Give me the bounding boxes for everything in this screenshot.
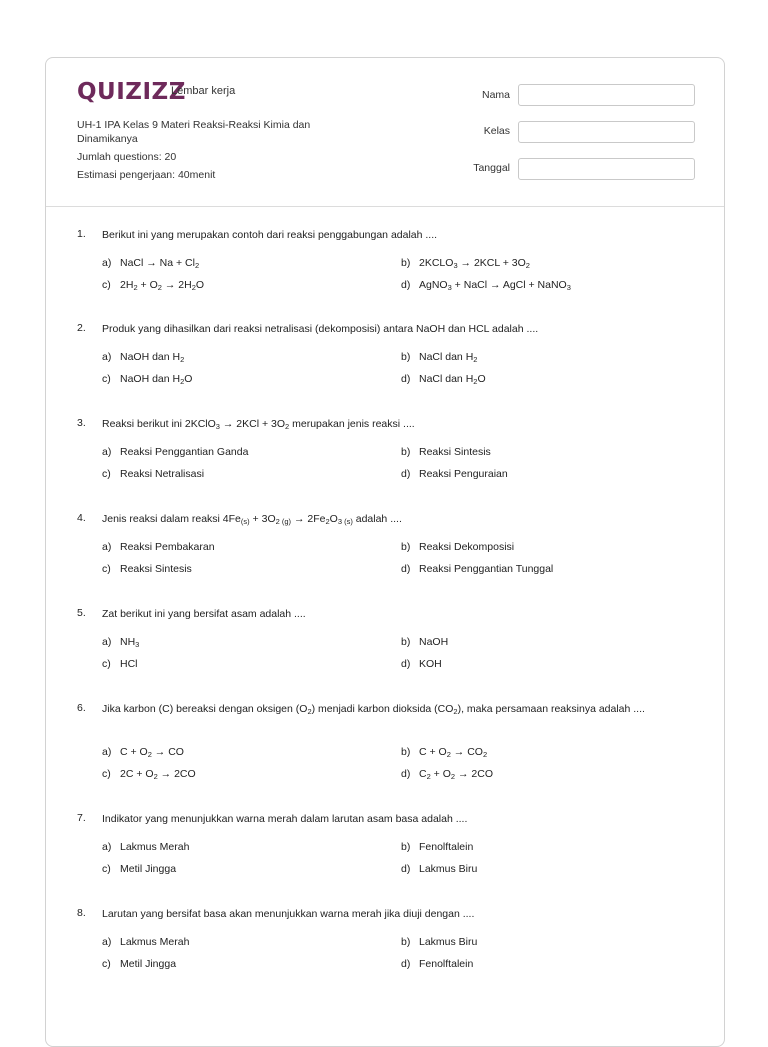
option-letter: a) (102, 541, 112, 553)
question-text: Berikut ini yang merupakan contoh dari reaksi penggabungan adalah .... (102, 229, 438, 241)
option-text: Reaksi Penggantian Ganda (120, 446, 249, 458)
option-text: Lakmus Biru (419, 863, 478, 875)
worksheet (45, 57, 725, 1047)
option-letter: b) (401, 446, 411, 458)
option-letter: d) (401, 468, 411, 480)
answer-option[interactable] (102, 257, 199, 270)
option-text: NaOH (419, 636, 449, 648)
option-text: Metil Jingga (120, 958, 177, 970)
option-letter: c) (102, 563, 111, 575)
option-text: $2H_2 + O_2 \to 2H_2O$ (120, 279, 205, 292)
option-text: NaCl dan $H_2$ (419, 351, 478, 364)
answer-option[interactable] (401, 468, 508, 480)
option-text: HCl (120, 658, 138, 670)
option-letter: a) (102, 351, 112, 363)
option-letter: c) (102, 279, 111, 291)
option-letter: b) (401, 541, 411, 553)
option-text: $2C + O_2 \to 2CO$ (120, 768, 196, 781)
option-letter: b) (401, 841, 411, 853)
option-text: Reaksi Pembakaran (120, 541, 215, 553)
question-text: Indikator yang menunjukkan warna merah dalam larutan asam basa adalah .... (102, 813, 468, 825)
option-letter: b) (401, 351, 411, 363)
answer-option[interactable] (102, 468, 204, 480)
option-letter: b) (401, 936, 411, 948)
option-letter: a) (102, 936, 112, 948)
answer-option[interactable] (401, 958, 473, 970)
answer-option[interactable] (102, 563, 192, 575)
answer-option[interactable] (102, 746, 184, 759)
question-number: 5. (77, 607, 86, 619)
estimated-time: Estimasi pengerjaan: 40menit (77, 169, 216, 181)
answer-option[interactable] (102, 841, 189, 853)
answer-option[interactable] (102, 279, 204, 292)
option-letter: c) (102, 768, 111, 780)
option-letter: a) (102, 257, 112, 269)
option-letter: c) (102, 373, 111, 385)
option-text: Fenolftalein (419, 841, 474, 853)
option-letter: c) (102, 468, 111, 480)
option-text: Lakmus Merah (120, 936, 190, 948)
option-letter: d) (401, 563, 411, 575)
option-text: Lakmus Merah (120, 841, 190, 853)
option-text: Reaksi Penggantian Tunggal (419, 563, 554, 575)
question-number: 6. (77, 702, 86, 714)
answer-option[interactable] (102, 958, 176, 970)
option-text: AgNO$_3$ + NaCl → AgCl + NaNO$_3$ (419, 279, 571, 292)
option-letter: d) (401, 958, 411, 970)
option-letter: d) (401, 279, 411, 291)
date-label: Tanggal (473, 162, 510, 174)
question-number: 7. (77, 812, 86, 824)
option-text: KOH (419, 658, 442, 670)
question-number: 3. (77, 417, 86, 429)
option-text: Reaksi Sintesis (419, 446, 491, 458)
worksheet-title: UH-1 IPA Kelas 9 Materi Reaksi-Reaksi Kimia dan Dinamikanya (77, 119, 311, 145)
option-text: Reaksi Penguraian (419, 468, 508, 480)
name-label: Nama (481, 89, 510, 101)
answer-option[interactable] (401, 658, 442, 670)
answer-option[interactable] (401, 863, 477, 875)
option-letter: d) (401, 658, 411, 670)
option-text: Reaksi Dekomposisi (419, 541, 515, 553)
answer-option[interactable] (102, 863, 176, 875)
question-text: Reaksi berikut ini 2KClO$_3$ → $2KCl + 3O_2$ merupakan jenis reaksi .... (102, 418, 415, 431)
worksheet-header (46, 58, 724, 207)
answer-option[interactable] (401, 563, 553, 575)
option-text: NaOH dan $H_2$ (120, 351, 185, 364)
question-number: 8. (77, 907, 86, 919)
option-text: Fenolftalein (419, 958, 474, 970)
answer-option[interactable] (401, 257, 530, 270)
option-letter: d) (401, 768, 411, 780)
option-letter: c) (102, 958, 111, 970)
quizizz-logo: QUIZIZZ (77, 79, 186, 105)
answer-option[interactable] (401, 446, 491, 458)
option-letter: d) (401, 373, 411, 385)
answer-option[interactable] (401, 936, 477, 948)
option-text: Reaksi Sintesis (120, 563, 192, 575)
option-letter: b) (401, 746, 411, 758)
answer-option[interactable] (102, 373, 192, 386)
option-text: Lakmus Biru (419, 936, 478, 948)
option-text: NaCl dan $H_2O$ (419, 373, 486, 386)
worksheet-subtitle: Lembar kerja (171, 85, 236, 97)
answer-option[interactable] (102, 636, 139, 649)
answer-option[interactable] (401, 541, 514, 553)
answer-option[interactable] (102, 936, 189, 948)
option-text: $C + O_2 \to CO_2$ (419, 746, 488, 759)
date-field[interactable] (518, 158, 695, 180)
question-number: 4. (77, 512, 86, 524)
question-number: 2. (77, 322, 86, 334)
option-text: $NH_3$ (120, 636, 140, 649)
option-letter: c) (102, 863, 111, 875)
answer-option[interactable] (401, 746, 487, 759)
option-text: NaOH dan $H_2O$ (120, 373, 193, 386)
option-text: $C_2 + O_2 \to 2CO$ (419, 768, 494, 781)
name-field[interactable] (518, 84, 695, 106)
option-text: $2KCLO_3 \to 2KCL + 3O_2$ (419, 257, 530, 270)
answer-option[interactable] (102, 541, 215, 553)
answer-option[interactable] (401, 841, 473, 853)
question-text: Jenis reaksi dalam reaksi $4Fe_{(s)} + 3O_{2 (g)} \to 2Fe_2O_{3 (s)}$ adalah .... (102, 513, 402, 526)
question-number: 1. (77, 228, 86, 240)
answer-option[interactable] (401, 279, 571, 292)
option-letter: a) (102, 446, 112, 458)
question-text: Larutan yang bersifat basa akan menunjukkan warna merah jika diuji dengan .... (102, 908, 475, 920)
option-letter: b) (401, 257, 411, 269)
option-letter: c) (102, 658, 111, 670)
option-letter: d) (401, 863, 411, 875)
answer-option[interactable] (401, 373, 486, 386)
option-text: Reaksi Netralisasi (120, 468, 205, 480)
option-text: $C + O_2$ → CO (120, 746, 184, 759)
question-text: Jika karbon (C) bereaksi dengan oksigen $(O_2)$ menjadi karbon dioksida $(CO_2)$, maka persamaan reaksinya adalah .... (102, 703, 645, 716)
answer-option[interactable] (401, 636, 448, 648)
option-letter: a) (102, 636, 112, 648)
option-letter: a) (102, 746, 112, 758)
option-text: Metil Jingga (120, 863, 177, 875)
option-letter: b) (401, 636, 411, 648)
answer-option[interactable] (401, 351, 477, 364)
question-text: Produk yang dihasilkan dari reaksi netralisasi (dekomposisi) antara NaOH dan HCL adalah .... (102, 323, 539, 335)
class-field[interactable] (518, 121, 695, 143)
class-label: Kelas (483, 125, 510, 137)
answer-option[interactable] (102, 446, 248, 458)
answer-option[interactable] (401, 768, 493, 781)
answer-option[interactable] (102, 351, 184, 364)
option-letter: a) (102, 841, 112, 853)
option-text: NaCl → $Na + Cl_2$ (120, 257, 200, 270)
questions-count: Jumlah questions: 20 (77, 151, 177, 163)
question-text: Zat berikut ini yang bersifat asam adalah .... (102, 608, 306, 620)
answer-option[interactable] (102, 658, 138, 670)
answer-option[interactable] (102, 768, 196, 781)
